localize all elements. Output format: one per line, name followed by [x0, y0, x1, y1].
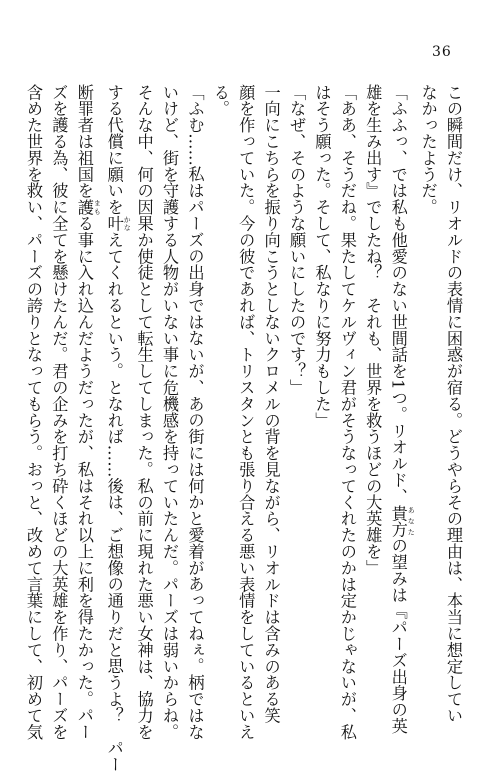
text-line: る。 [210, 84, 230, 117]
text-segment: 断罪者は祖国を [74, 84, 94, 199]
text-line: なかったようだ。 [418, 84, 438, 216]
text-line: そんな中、何の因果か使徒として転生してしまった。私の前に現れた悪い女神は、協力を [134, 84, 154, 740]
text-line [71, 84, 102, 741]
novel-body-text [24, 84, 466, 773]
text-line: 「なぜ、そのような願いにしたのです？」 [287, 84, 307, 396]
text-line [385, 84, 416, 735]
text-line: 含めた世界を救い、パーズの誇りとなってもらう。おっと、改めて言葉にして、初めて気 [24, 84, 43, 740]
text-line: 雄を生み出す』でしたね？ それも、世界を救うほどの大英雄を」 [363, 84, 383, 576]
text-segment: の望みは『パーズ出身の英 [388, 537, 408, 735]
text-segment: えてくれるという。となれば……後は、ご想像の通りだと思うよ？ パー [104, 231, 124, 773]
ruby-annotation: 護 まも [74, 198, 102, 216]
text-line: 「ふむ……私はパーズの出身ではないが、あの街には何かと愛着があってねぇ。柄ではな [185, 84, 205, 740]
text-line [101, 84, 132, 773]
ruby-annotation: 貴方 あなた [388, 504, 416, 538]
page-number: 36 [432, 44, 452, 60]
text-line: いけど、街を守護する人物がいない事に危機感を持っていたんだ。パーズは弱いからね。 [160, 84, 180, 740]
text-segment: る事に入れ込んだようだったが、私はそれ以上に利を得たかった。パー [74, 215, 94, 741]
text-line: 「ああ、そうだね。果たしてケルヴィン君がそうなってくれたのかは定かじゃないが、私 [337, 84, 357, 740]
text-line: 顔を作っていた。今の彼であれば、トリスタンとも張り合える悪い表情をしているといえ [236, 84, 256, 740]
text-line: ズを護る為、彼に全てを懸けたんだ。君の企みを打ち砕くほどの大英雄を作り、パーズを [49, 84, 69, 740]
text-segment: 「ふふっ、では私も他愛のない世間話を1つ。リオルド、 [388, 84, 408, 505]
text-line: この瞬間だけ、リオルドの表情に困惑が宿る。どうやらその理由は、本当に想定してい [444, 84, 463, 724]
text-segment: する代償に願いを [104, 84, 124, 216]
ruby-annotation: 叶 かな [104, 215, 132, 232]
text-line: はそう願った。そして、私なりに努力もした」 [312, 84, 332, 429]
text-line: 一向にこちらを振り向こうとしないクロメルの背を見ながら、リオルドは含みのある笑 [261, 84, 281, 724]
